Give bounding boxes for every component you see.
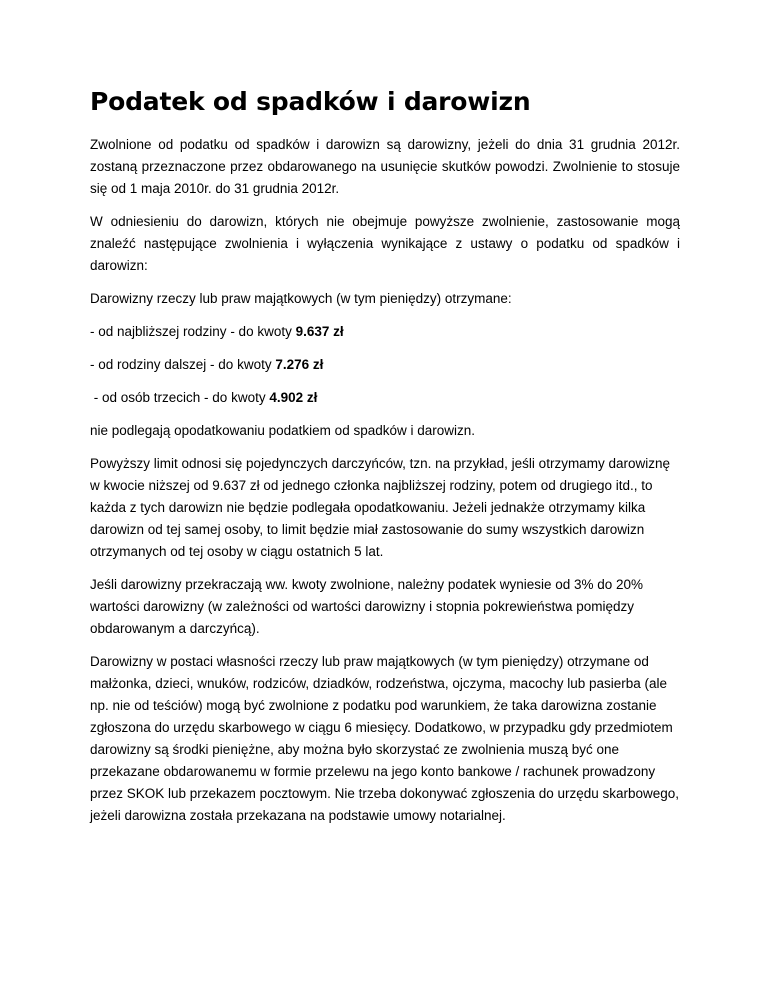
list-item (90, 387, 680, 409)
paragraph-flood-exemption: Zwolnione od podatku od spadków i darowizn są darowizny, jeżeli do dnia 31 grudnia 2012r. zostaną przeznaczone przez obdarowanego na usunięcie skutków powodzi. Zwolnienie to stosuje się od 1 maja 2010r. do 31 grudnia 2012r. (90, 137, 680, 196)
list-item-amount: 9.637 zł (295, 324, 344, 339)
paragraph-other-exemptions: W odniesieniu do darowizn, których nie obejmuje powyższe zwolnienie, zastosowanie mogą znaleźć następujące zwolnienia i wyłączenia wynikające z ustawy o podatku od spadków i darowizn: (90, 214, 680, 273)
list-item-text: - od osób trzecich - do kwoty (90, 390, 270, 405)
paragraph-family-exemption: Darowizny w postaci własności rzeczy lub praw majątkowych (w tym pieniędzy) otrzymane od małżonka, dzieci, wnuków, rodziców, dziadków, rodzeństwa, ojczyma, macochy lub pasierba (ale np. nie od teściów) mogą być zwolnione z podatku pod warunkiem, że taka darowizna zostanie zgłoszona do urzędu skarbowego w ciągu 6 miesięcy. Dodatkowo, w przypadku gdy przedmiotem darowizny są środki pieniężne, aby można było skorzystać ze zwolnienia muszą być one przekazane obdarowanemu w formie przelewu na jego konto bankowe / rachunek prowadzony przez SKOK lub przekazem pocztowym. Nie trzeba dokonywać zgłoszenia do urzędu skarbowego, jeżeli darowizna została przekazana na podstawie umowy notarialnej. (90, 654, 680, 823)
paragraph-limit-explanation: Powyższy limit odnosi się pojedynczych darczyńców, tzn. na przykład, jeśli otrzymamy darowiznę w kwocie niższej od 9.637 zł od jednego członka najbliższej rodziny, potem od drugiego itd., to każda z tych darowizn nie będzie podlegała opodatkowaniu. Jeżeli jednakże otrzymamy kilka darowizn od tej samej osoby, to limit będzie miał zastosowanie do sumy wszystkich darowizn otrzymanych od tej osoby w ciągu ostatnich 5 lat. (90, 456, 670, 559)
list-item-text: - od najbliższej rodziny - do kwoty (90, 324, 296, 339)
paragraph-not-taxed: nie podlegają opodatkowaniu podatkiem od spadków i darowizn. (90, 423, 476, 438)
paragraph-tax-rate: Jeśli darowizny przekraczają ww. kwoty zwolnione, należny podatek wyniesie od 3% do 20% wartości darowizny (w zależności od wartości darowizny i stopnia pokrewieństwa pomiędzy obdarowanym a darczyńcą). (90, 577, 644, 636)
list-item (90, 354, 680, 376)
list-item-amount: 7.276 zł (275, 357, 324, 372)
page-title: Podatek od spadków i darowizn (90, 87, 531, 116)
document-page (90, 82, 680, 838)
list-item-amount: 4.902 zł (269, 390, 318, 405)
paragraph-donations-intro: Darowizny rzeczy lub praw majątkowych (w tym pieniędzy) otrzymane: (90, 291, 512, 306)
list-item-text: - od rodziny dalszej - do kwoty (90, 357, 276, 372)
list-item (90, 321, 680, 343)
